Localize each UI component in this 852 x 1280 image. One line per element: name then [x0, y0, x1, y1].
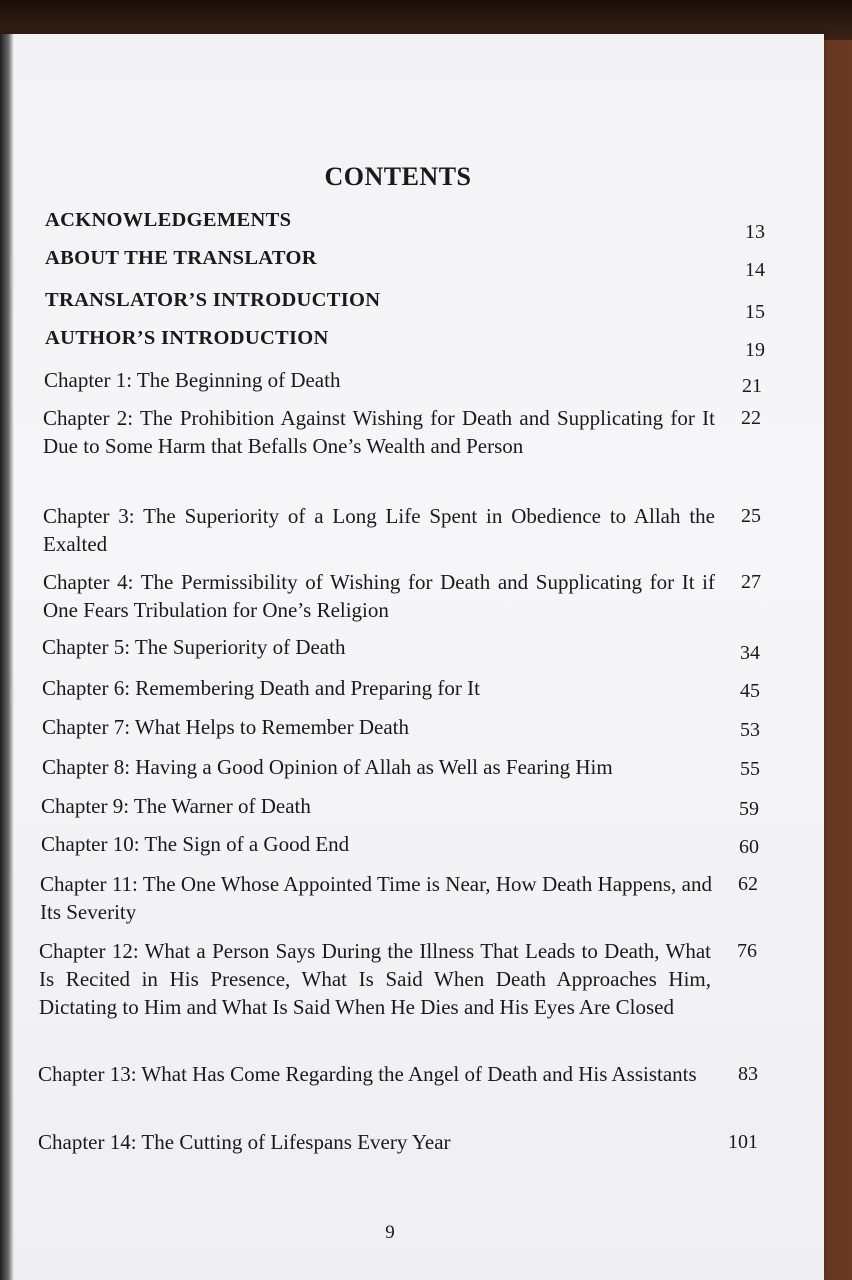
toc-entry-chapter-4 [43, 568, 761, 624]
toc-entry-chapter-1 [44, 366, 762, 397]
toc-entry-page: 101 [728, 1131, 758, 1153]
toc-entry-chapter-9 [41, 792, 759, 820]
toc-entry-label: Chapter 5: The Superiority of Death [42, 635, 346, 659]
toc-entry-page: 14 [745, 259, 765, 281]
toc-entry-page: 34 [740, 642, 760, 664]
toc-entry-page: 53 [740, 719, 760, 741]
toc-entry-page: 27 [741, 571, 761, 593]
toc-entry-chapter-12 [39, 937, 757, 1021]
toc-entry-page: 19 [745, 339, 765, 361]
toc-entry-page: 83 [738, 1063, 758, 1085]
toc-entry-acknowledgements [45, 206, 765, 243]
toc-entry-label: Chapter 11: The One Whose Appointed Time is Near, How Death Happens, and Its Severity [40, 872, 712, 924]
toc-entry-page: 15 [745, 301, 765, 323]
toc-entry-page: 22 [741, 407, 761, 429]
toc-entry-about-translator [45, 244, 765, 281]
toc-entry-label: Chapter 4: The Permissibility of Wishing for Death and Supplicating for It if One Fears Tribulation for One’s Religion [43, 570, 715, 622]
toc-entry-label: TRANSLATOR’S INTRODUCTION [45, 289, 381, 311]
toc-entry-chapter-8 [42, 753, 760, 781]
toc-entry-label: Chapter 1: The Beginning of Death [44, 368, 341, 392]
toc-entry-label: Chapter 8: Having a Good Opinion of Allah as Well as Fearing Him [42, 755, 613, 779]
toc-entry-chapter-6 [42, 674, 760, 702]
toc-entry-chapter-10 [41, 830, 759, 858]
contents-title: CONTENTS [324, 162, 472, 191]
toc-entry-label: AUTHOR’S INTRODUCTION [45, 327, 329, 349]
toc-entry-chapter-11 [40, 870, 758, 926]
toc-entry-page: 62 [738, 873, 758, 895]
toc-entry-chapter-14 [38, 1128, 758, 1156]
toc-entry-page: 60 [739, 836, 759, 858]
toc-entry-label: Chapter 13: What Has Come Regarding the Angel of Death and His Assistants [38, 1062, 697, 1086]
toc-entry-authors-introduction [45, 324, 765, 361]
toc-entry-chapter-2 [43, 404, 761, 460]
toc-entry-translators-introduction [45, 286, 765, 323]
toc-entry-chapter-7 [42, 713, 760, 741]
toc-entry-chapter-3 [43, 502, 761, 558]
toc-entry-label: Chapter 10: The Sign of a Good End [41, 832, 350, 856]
toc-entry-label: Chapter 6: Remembering Death and Preparing for It [42, 676, 480, 700]
toc-entry-label: ABOUT THE TRANSLATOR [45, 247, 317, 269]
toc-entry-page: 45 [740, 680, 760, 702]
page-spine-shadow [0, 34, 14, 1280]
toc-entry-chapter-5 [42, 633, 760, 664]
toc-entry-label: Chapter 7: What Helps to Remember Death [42, 715, 410, 739]
toc-entry-label: Chapter 2: The Prohibition Against Wishing for Death and Supplicating for It Due to Some Harm that Befalls One’s Wealth and Person [43, 406, 715, 458]
toc-entry-page: 25 [741, 505, 761, 527]
page-number: 9 [385, 1222, 395, 1243]
toc-entry-page: 55 [740, 758, 760, 780]
toc-entry-label: Chapter 9: The Warner of Death [41, 794, 311, 818]
toc-entry-page: 21 [742, 375, 762, 397]
toc-entry-label: Chapter 12: What a Person Says During the Illness That Leads to Death, What Is Recited in His Presence, What Is Said When Death Approaches Him, Dictating to Him and What Is Said When He Dies and His Eyes Are Closed [39, 939, 711, 1019]
toc-entry-page: 13 [745, 221, 765, 243]
toc-entry-chapter-13 [38, 1060, 758, 1088]
toc-entry-page: 76 [737, 940, 757, 962]
toc-entry-label: Chapter 14: The Cutting of Lifespans Every Year [38, 1130, 451, 1154]
toc-entry-label: ACKNOWLEDGEMENTS [45, 209, 292, 231]
toc-entry-page: 59 [739, 798, 759, 820]
toc-entry-label: Chapter 3: The Superiority of a Long Life Spent in Obedience to Allah the Exalted [43, 504, 715, 556]
